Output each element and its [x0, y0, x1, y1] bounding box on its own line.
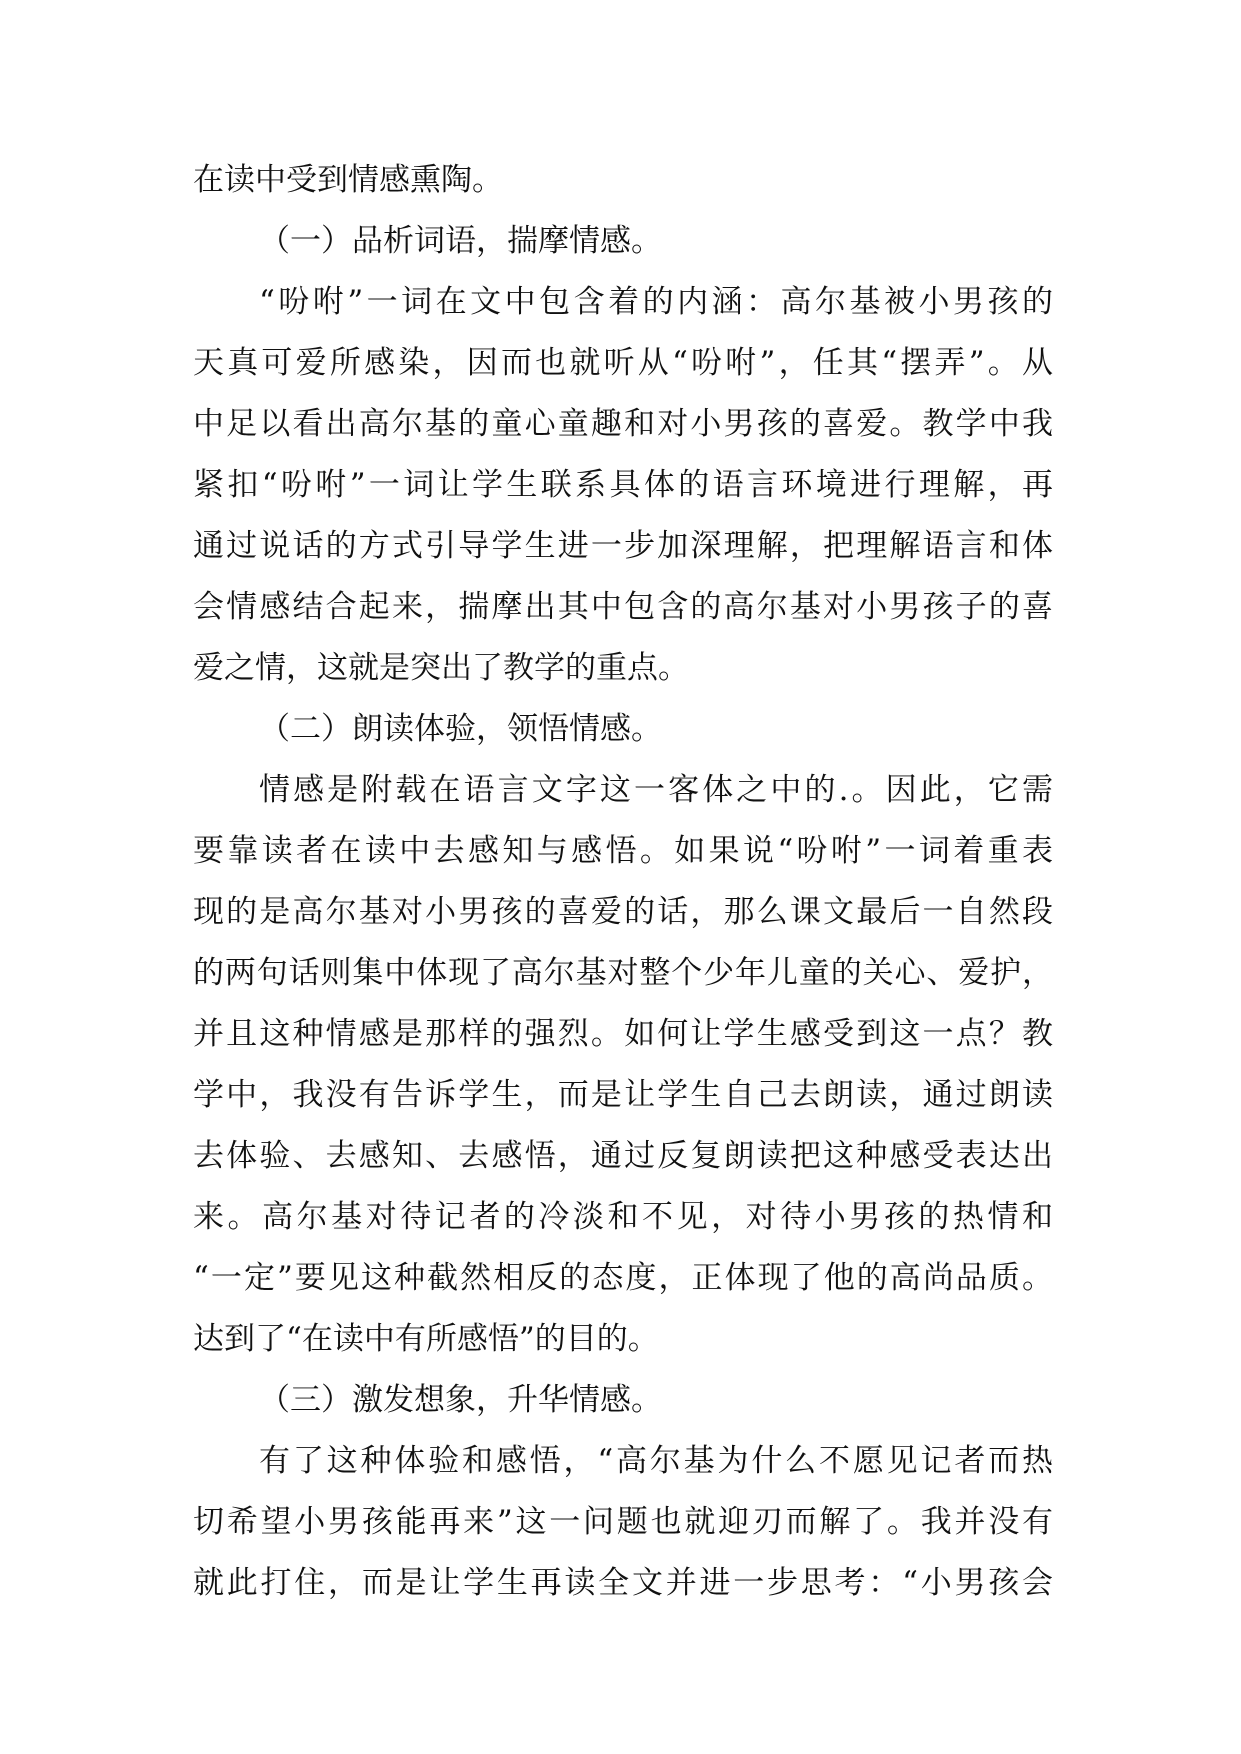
paragraph-first-line: 有了这种体验和感悟，“高尔基为什么不愿见记者而热: [259, 1443, 1053, 1479]
text-line: 紧扣“吩咐”一词让学生联系具体的语言环境进行理解，再: [193, 467, 1053, 503]
text-line: 爱之情，这就是突出了教学的重点。: [193, 650, 689, 686]
text-line: 达到了“在读中有所感悟”的目的。: [193, 1321, 659, 1357]
text-line: 来。高尔基对待记者的冷淡和不见，对待小男孩的热情和: [193, 1199, 1053, 1235]
text-line: 会情感结合起来，揣摩出其中包含的高尔基对小男孩子的喜: [193, 589, 1053, 625]
text-line: “一定”要见这种截然相反的态度，正体现了他的高尚品质。: [193, 1260, 1053, 1296]
text-line: 去体验、去感知、去感悟，通过反复朗读把这种感受表达出: [193, 1138, 1053, 1174]
text-line: 要靠读者在读中去感知与感悟。如果说“吩咐”一词着重表: [193, 833, 1053, 869]
text-line: 就此打住，而是让学生再读全文并进一步思考：“小男孩会: [193, 1565, 1053, 1601]
text-line: 通过说话的方式引导学生进一步加深理解，把理解语言和体: [193, 528, 1053, 564]
paragraph-first-line: （一）品析词语，揣摩情感。: [259, 223, 662, 259]
paragraph-first-line: （二）朗读体验，领悟情感。: [259, 711, 662, 747]
text-line: 并且这种情感是那样的强烈。如何让学生感受到这一点？教: [193, 1016, 1053, 1052]
text-line: 学中，我没有告诉学生，而是让学生自己去朗读，通过朗读: [193, 1077, 1053, 1113]
text-line: 天真可爱所感染，因而也就听从“吩咐”，任其“摆弄”。从: [193, 345, 1053, 381]
text-line: 切希望小男孩能再来”这一问题也就迎刃而解了。我并没有: [193, 1504, 1053, 1540]
document-body: [193, 150, 1053, 1614]
text-line: 的两句话则集中体现了高尔基对整个少年儿童的关心、爱护，: [193, 955, 1053, 991]
text-line: 现的是高尔基对小男孩的喜爱的话，那么课文最后一自然段: [193, 894, 1053, 930]
text-line: 中足以看出高尔基的童心童趣和对小男孩的喜爱。教学中我: [193, 406, 1053, 442]
paragraph-first-line: “吩咐”一词在文中包含着的内涵：高尔基被小男孩的: [259, 284, 1053, 320]
text-line: 在读中受到情感熏陶。: [193, 162, 503, 198]
paragraph-first-line: 情感是附载在语言文字这一客体之中的.。因此，它需: [259, 772, 1053, 808]
paragraph-first-line: （三）激发想象，升华情感。: [259, 1382, 662, 1418]
